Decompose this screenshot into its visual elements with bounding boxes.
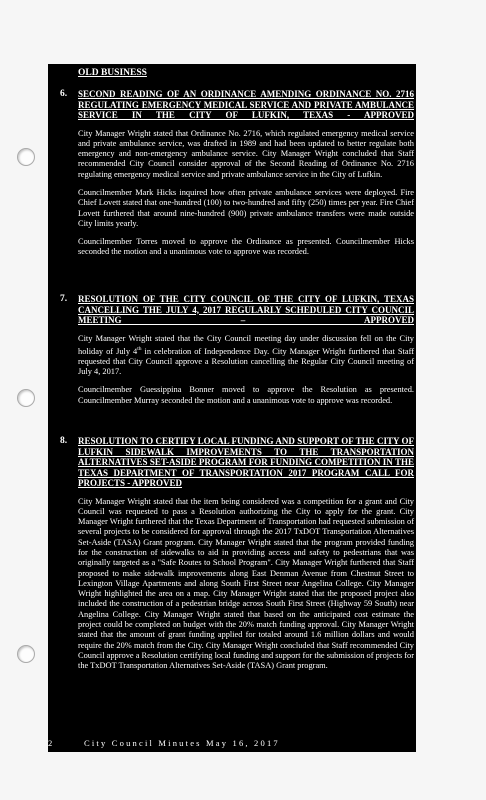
item-number: 7. (60, 294, 68, 304)
page-number: 2 (48, 738, 55, 748)
document-page (48, 64, 416, 752)
item-heading: RESOLUTION TO CERTIFY LOCAL FUNDING AND SUPPORT OF THE CITY OF LUFKIN SIDEWALK IMPROVEMENTS TO THE TRANSPORTATION ALTERNATIVES SET-ASIDE PROGRAM FOR FUNDING COMPETITION IN THE TEXAS DEPARTMENT OF TRANSPORTATION 2017 PROGRAM CALL FOR PROJECTS - APPROVED (78, 436, 414, 488)
binder-hole-middle (17, 389, 35, 407)
item-paragraph: City Manager Wright stated that the City Council meeting day under discussion fell on the City holiday of July 4th in celebration of Independence Day. City Manager Wright furthered that Staff requested that City Council approve a Resolution cancelling the Regular City Council meeting of July 4, 2017. (78, 333, 415, 377)
item-heading: SECOND READING OF AN ORDINANCE AMENDING ORDINANCE NO. 2716 REGULATING EMERGENCY MEDICAL SERVICE AND PRIVATE AMBULANCE SERVICE IN THE CITY OF LUFKIN, TEXAS - APPROVED (78, 89, 414, 120)
agenda-item-8 (60, 436, 414, 672)
item-number: 8. (60, 436, 68, 446)
item-paragraph: Councilmember Guessippina Bonner moved to approve the Resolution as presented. Councilmember Murray seconded the motion and a unanimous vote to approve was recorded. (78, 385, 414, 405)
item-heading: RESOLUTION OF THE CITY COUNCIL OF THE CITY OF LUFKIN, TEXAS CANCELLING THE JULY 4, 2017 REGULARLY SCHEDULED CITY COUNCIL MEETING – APPROVED (78, 294, 414, 325)
binder-hole-bottom (17, 645, 35, 663)
footer-text: City Council Minutes May 16, 2017 (84, 738, 280, 748)
binder-hole-top (17, 148, 35, 166)
agenda-item-6 (60, 89, 414, 258)
item-paragraph: City Manager Wright stated that the item being considered was a competition for a grant and City Council was requested to pass a Resolution authorizing the City to apply for the grant. City Manager Wright furthered that the Texas Department of Transportation had requested submission of several projects to be considered for approval through the 2017 TxDOT Transportation Alternatives Set-Aside (TASA) Grant program. City Manager Wright stated that the program provided funding for the construction of sidewalks to aid in providing access and safety to pedestrians that was originally targeted as a "Safe Routes to School Program". City Manager Wright furthered that Staff proposed to make sidewalk improvements along East Denman Avenue from Chestnut Street to Lexington Village Apartments and along South First Street near Angelina College. City Manager Wright highlighted the area on a map. City Manager Wright stated that the proposed project also included the construction of a pedestrian bridge across South First Street (Highway 59 South) near Angelina College. City Manager Wright stated that based on the anticipated cost estimate the project could be completed on budget with the 20% match funding approval. City Manager Wright stated that the amount of grant funding applied for totaled around 1.6 million dollars and would require the 20% match from the City. City Manager Wright concluded that Staff recommended City Council approve a Resolution certifying local funding and support for the submission of projects for the TxDOT Transportation Alternatives Set-Aside (TASA) Grant program. (78, 496, 414, 671)
item-paragraph: Councilmember Torres moved to approve the Ordinance as presented. Councilmember Hicks seconded the motion and a unanimous vote to approve was recorded. (78, 237, 414, 257)
item-paragraph: City Manager Wright stated that Ordinance No. 2716, which regulated emergency medical service and private ambulance service, was drafted in 1989 and had been updated to better regulate both emergency and non-emergency ambulance service. City Manager Wright concluded that Staff recommended City Council consider approval of the Second Reading of Ordinance No. 2716 regulating emergency medical service and private ambulance service in the City of Lufkin. (78, 128, 414, 179)
item-paragraph: Councilmember Mark Hicks inquired how often private ambulance services were deployed. Fire Chief Lovett stated that one-hundred (100) to two-hundred and fifty (250) times per year. Fire Chief Lovett furthered that around nine-hundred (900) private ambulance transfers were made outside City limits yearly. (78, 187, 414, 228)
section-title: OLD BUSINESS (78, 68, 147, 78)
item-number: 6. (60, 89, 68, 99)
agenda-item-7 (60, 294, 414, 406)
